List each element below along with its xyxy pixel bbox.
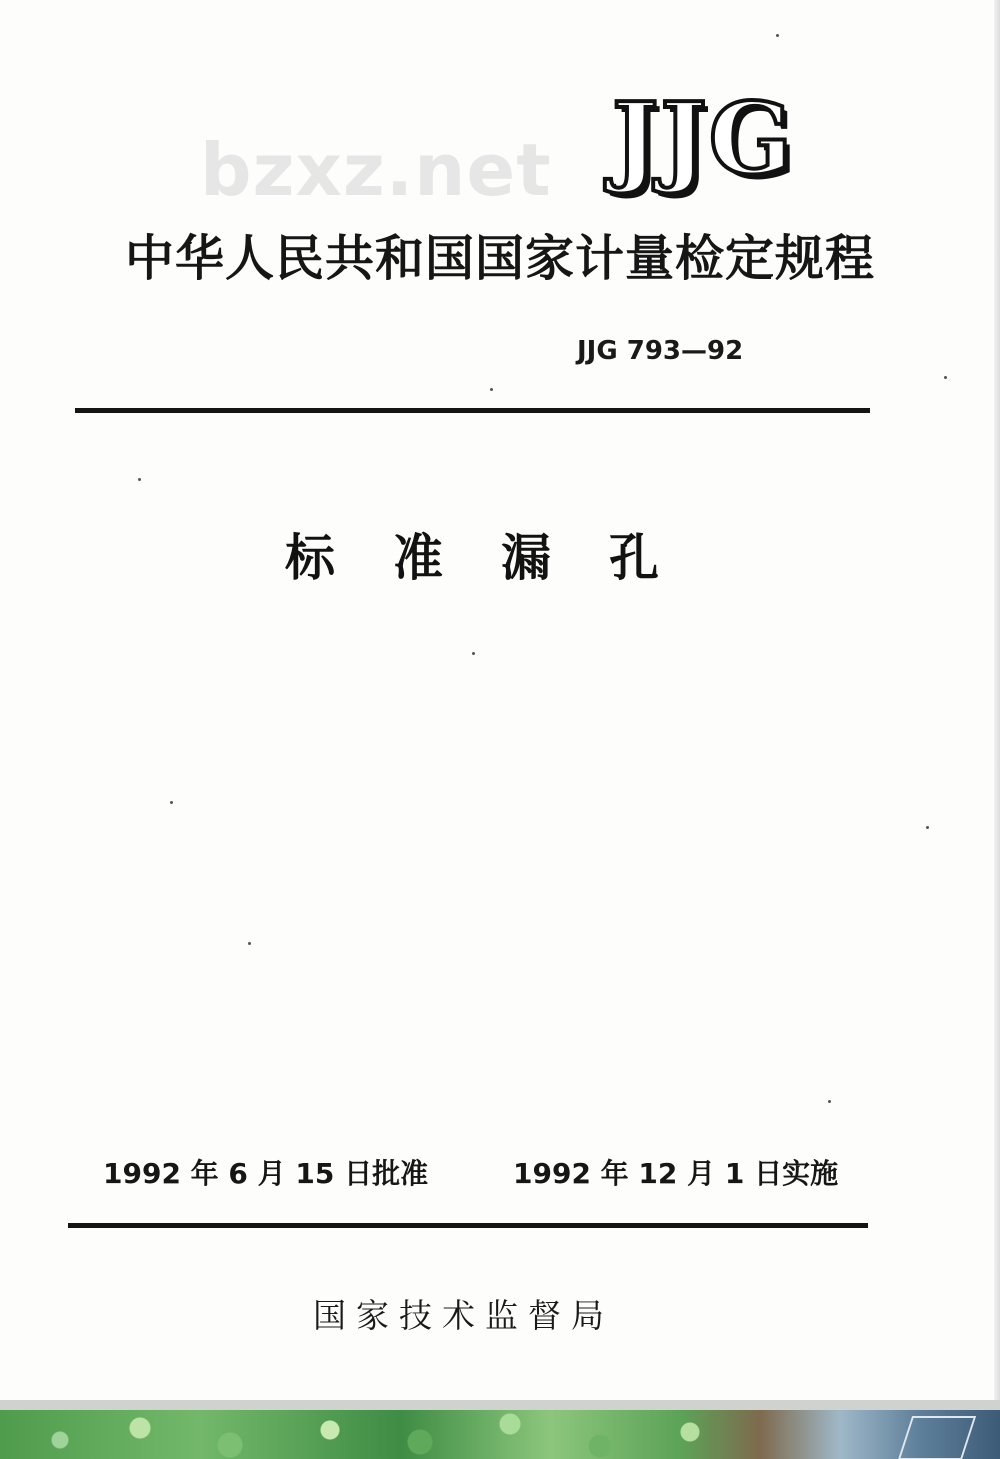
- jjg-logo: JJG: [612, 82, 795, 197]
- series-title: 中华人民共和国国家计量检定规程: [125, 230, 876, 287]
- watermark: bzxz.net: [200, 128, 552, 212]
- scan-speck: [490, 388, 493, 391]
- scan-speck: [926, 826, 929, 829]
- cover-photo-fragment: [0, 1410, 1000, 1459]
- scan-speck: [170, 801, 173, 804]
- next-page-strip: [0, 1400, 1000, 1459]
- issuer: 国家技术监督局: [313, 1296, 614, 1335]
- document-title: 标准漏孔: [285, 529, 717, 587]
- page-edge: [994, 0, 1000, 1400]
- scan-speck: [138, 478, 141, 481]
- scan-speck: [248, 942, 251, 945]
- bottom-divider: [68, 1223, 868, 1228]
- scan-speck: [776, 34, 779, 37]
- scan-speck: [944, 376, 947, 379]
- page-gap: [0, 1400, 1000, 1410]
- scan-speck: [828, 1100, 831, 1103]
- scan-speck: [472, 652, 475, 655]
- approval-date: 1992 年 6 月 15 日批准: [103, 1157, 429, 1190]
- effective-date: 1992 年 12 月 1 日实施: [513, 1157, 839, 1190]
- standard-code: JJG 793—92: [577, 336, 744, 366]
- top-divider: [75, 408, 870, 413]
